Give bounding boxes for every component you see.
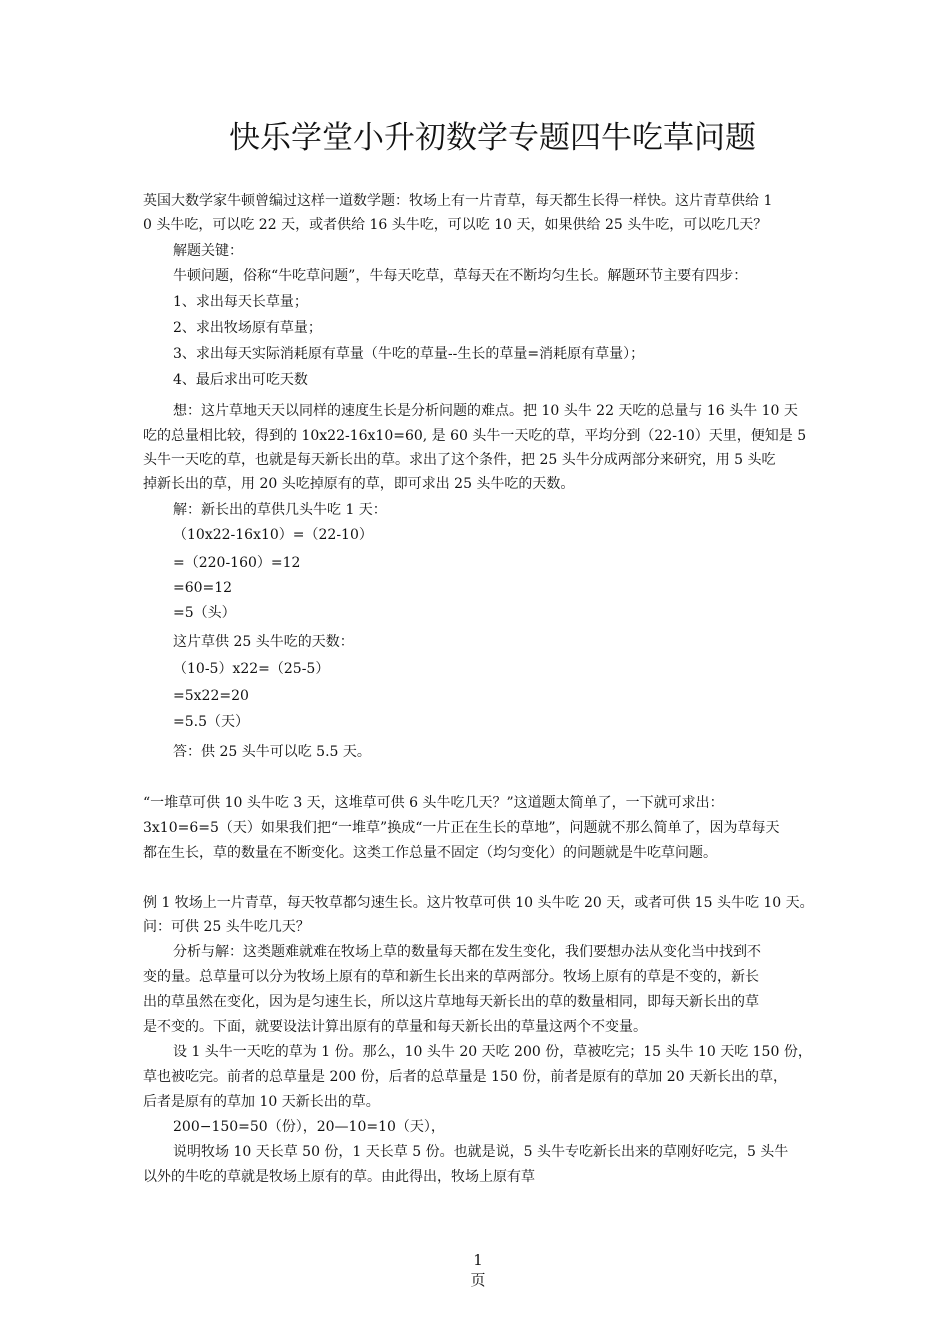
key-heading: 解题关键： xyxy=(173,243,243,259)
calculation-line: 200−150=50（份），20—10=10（天）， xyxy=(173,1119,445,1135)
para2-line-2: 3x10=6=5（天）如果我们把“一堆草”换成“一片正在生长的草地”，问题就不那么简单了，因为草每天 xyxy=(143,820,780,836)
solution-line: =5x22=20 xyxy=(173,688,249,704)
solution-line: 这片草供 25 头牛吃的天数： xyxy=(173,634,354,650)
key-step: 2、求出牧场原有草量； xyxy=(173,320,322,336)
key-step: 4、最后求出可吃天数 xyxy=(173,372,308,388)
key-step: 1、求出每天长草量； xyxy=(173,294,308,310)
intro-line-2: 0 头牛吃，可以吃 22 天，或者供给 16 头牛吃，可以吃 10 天，如果供给 25 头牛吃，可以吃几天？ xyxy=(143,217,768,233)
think-line-4: 掉新长出的草，用 20 头吃掉原有的草，即可求出 25 头牛吃的天数。 xyxy=(143,476,575,492)
key-description: 牛顿问题，俗称“牛吃草问题”，牛每天吃草，草每天在不断均匀生长。解题环节主要有四步： xyxy=(173,268,748,284)
analysis-line: 变的量。总草量可以分为牧场上原有的草和新生长出来的草两部分。牧场上原有的草是不变的，新长 xyxy=(143,969,759,985)
analysis-line: 以外的牛吃的草就是牧场上原有的草。由此得出，牧场上原有草 xyxy=(143,1169,535,1185)
think-line-2: 吃的总量相比较，得到的 10x22-16x10=60, 是 60 头牛一天吃的草，平均分到（22-10）天里，便知是 5 xyxy=(143,428,807,444)
solution-line: =5.5（天） xyxy=(173,714,249,730)
analysis-line: 说明牧场 10 天长草 50 份，1 天长草 5 份。也就是说，5 头牛专吃新长出来的草刚好吃完，5 头牛 xyxy=(173,1144,789,1160)
solution-line: =60=12 xyxy=(173,580,233,596)
think-line-1: 想：这片草地天天以同样的速度生长是分析问题的难点。把 10 头牛 22 天吃的总量与 16 头牛 10 天 xyxy=(173,403,798,419)
para2-line-1: “一堆草可供 10 头牛吃 3 天，这堆草可供 6 头牛吃几天？”这道题太简单了，一下就可求出： xyxy=(143,795,724,811)
page-number: 1 xyxy=(473,1251,483,1269)
para2-line-3: 都在生长，草的数量在不断变化。这类工作总量不固定（均匀变化）的问题就是牛吃草问题。 xyxy=(143,845,717,861)
analysis-line: 设 1 头牛一天吃的草为 1 份。那么，10 头牛 20 天吃 200 份，草被吃完；15 头牛 10 天吃 150 份， xyxy=(173,1044,812,1060)
page-footer xyxy=(463,1250,493,1290)
example-line-2: 问：可供 25 头牛吃几天？ xyxy=(143,919,310,935)
think-line-3: 头牛一天吃的草，也就是每天新长出的草。求出了这个条件，把 25 头牛分成两部分来研究，用 5 头吃 xyxy=(143,452,776,468)
intro-line-1: 英国大数学家牛顿曾编过这样一道数学题：牧场上有一片青草，每天都生长得一样快。这片青草供给 1 xyxy=(143,193,773,209)
solution-answer: 答：供 25 头牛可以吃 5.5 天。 xyxy=(173,744,371,760)
solution-line: （10-5）x22=（25-5） xyxy=(173,661,330,677)
page-title: 快乐学堂小升初数学专题四牛吃草问题 xyxy=(229,120,756,156)
analysis-line: 是不变的。下面，就要设法计算出原有的草量和每天新长出的草量这两个不变量。 xyxy=(143,1019,647,1035)
analysis-line: 分析与解：这类题难就难在牧场上草的数量每天都在发生变化，我们要想办法从变化当中找到不 xyxy=(173,944,761,960)
analysis-line: 草也被吃完。前者的总草量是 200 份，后者的总草量是 150 份，前者是原有的草加 20 天新长出的草， xyxy=(143,1069,787,1085)
analysis-line: 出的草虽然在变化，因为是匀速生长，所以这片草地每天新长出的草的数量相同，即每天新长出的草 xyxy=(143,994,759,1010)
analysis-line: 后者是原有的草加 10 天新长出的草。 xyxy=(143,1094,380,1110)
page-label: 页 xyxy=(470,1271,486,1289)
key-step: 3、求出每天实际消耗原有草量（牛吃的草量--生长的草量=消耗原有草量）； xyxy=(173,346,645,362)
solution-line: =5（头） xyxy=(173,605,236,621)
solution-line: （10x22-16x10）=（22-10） xyxy=(173,527,373,543)
example-line-1: 例 1 牧场上一片青草，每天牧草都匀速生长。这片牧草可供 10 头牛吃 20 天，或者可供 15 头牛吃 10 天。 xyxy=(143,895,814,911)
solution-line: 解：新长出的草供几头牛吃 1 天： xyxy=(173,502,387,518)
solution-line: =（220-160）=12 xyxy=(173,555,301,571)
